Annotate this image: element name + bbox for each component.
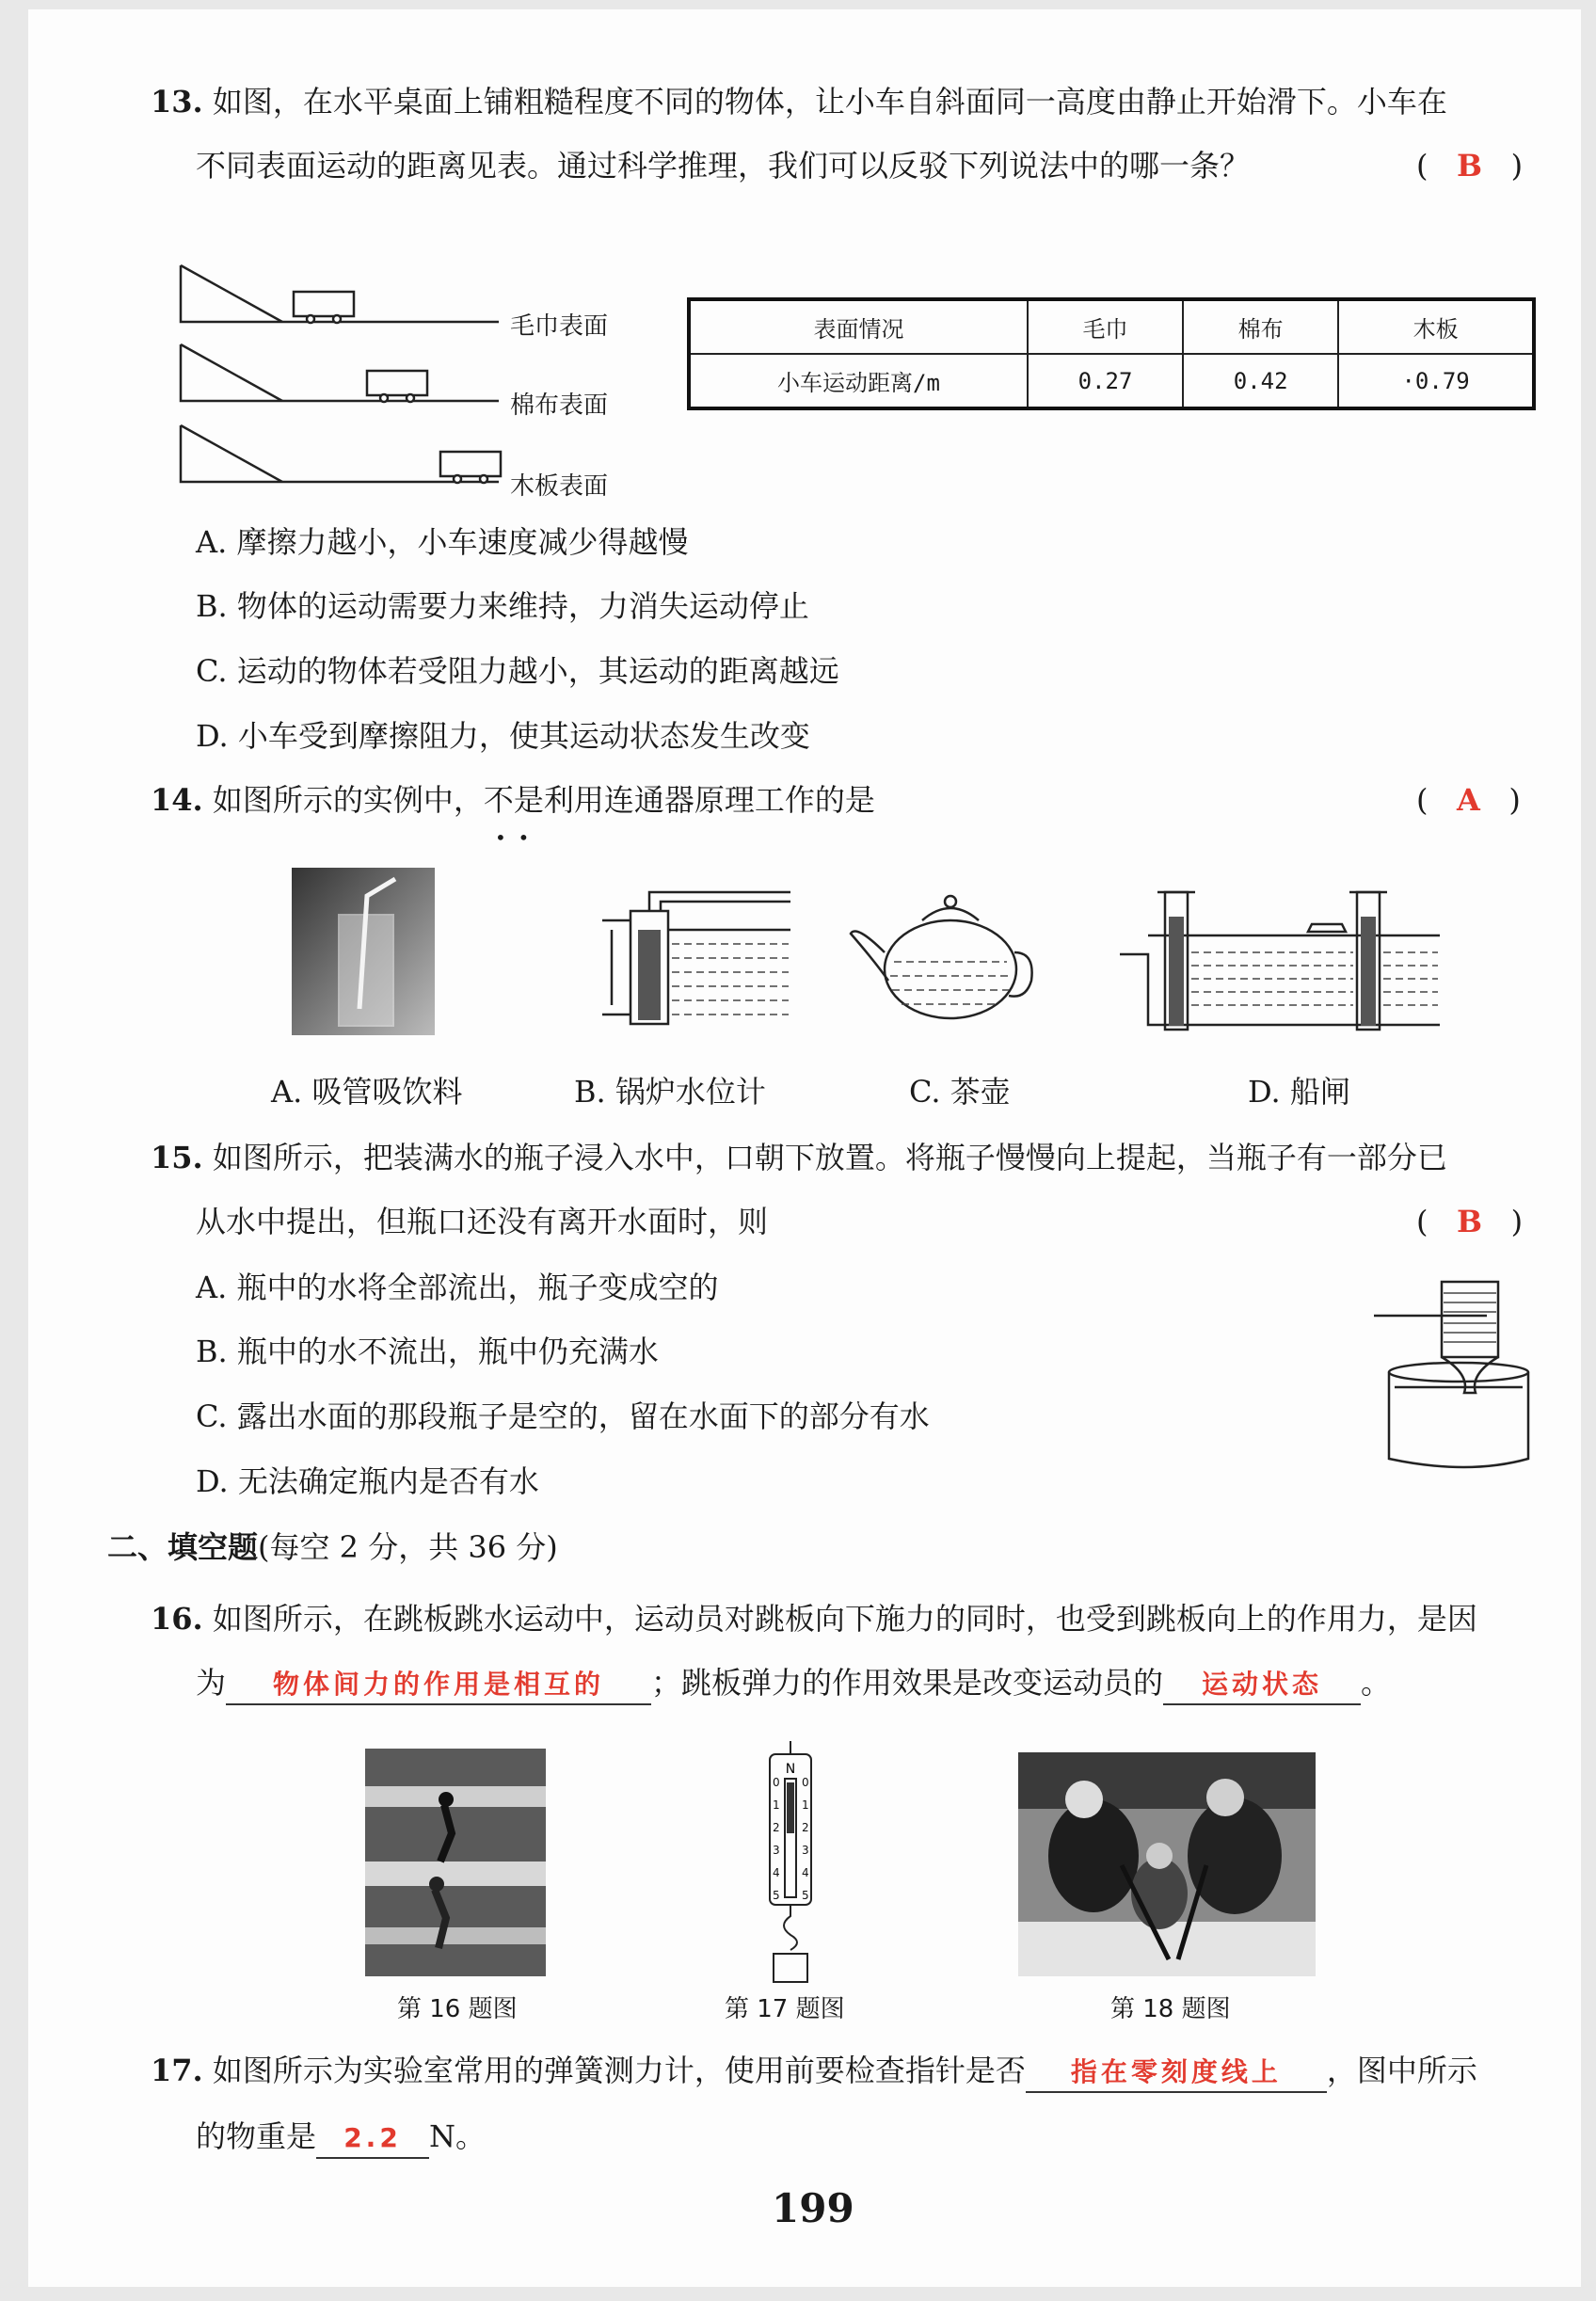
distance-table [687,297,1536,410]
table-cell: ·0.79 [1338,354,1534,408]
q14-line [151,781,875,819]
q15-line1 [151,1139,1447,1176]
q14-answer-bracket: ( A ) [1416,782,1521,818]
q13-number: 13. [151,84,203,120]
table-cell: 0.42 [1183,354,1338,408]
q16-blank-1[interactable]: 物体间力的作用是相互的 [226,1666,651,1705]
section2-heading [107,1528,558,1566]
scale-tick-right: 1 [802,1798,809,1812]
q15-option-b: B. 瓶中的水不流出，瓶中仍充满水 [196,1334,659,1369]
spring-scale-diagram [753,1741,828,1988]
q16-number: 16. [151,1601,203,1637]
page-number: 199 [772,2185,854,2231]
q17-unit: N。 [429,2118,487,2154]
q14-caption-a: A. 吸管吸饮料 [271,1074,463,1110]
q13-option-a: A. 摩擦力越小，小车速度减少得越慢 [196,524,689,560]
teapot-diagram [847,887,1035,1028]
q14-answer: A [1457,782,1480,818]
q13-option-b: B. 物体的运动需要力来维持，力消失运动停止 [196,588,809,624]
figure-17-caption: 第 17 题图 [725,1995,845,2023]
q16-mid: ；跳板弹力的作用效果是改变运动员的 [651,1665,1164,1701]
q13-text-1: 如图，在水平桌面上铺粗糙程度不同的物体，让小车自斜面同一高度由静止开始滑下。小车在 [212,84,1447,120]
section2-note: (每空 2 分，共 36 分) [258,1529,558,1565]
figure-16-caption: 第 16 题图 [397,1995,518,2023]
q14-caption-b: B. 锅炉水位计 [574,1074,766,1110]
emphasis-dots: • • [495,826,530,849]
table-header-row [689,299,1534,354]
scale-tick-left: 5 [773,1889,780,1902]
q16-text-1: 如图所示，在跳板跳水运动中，运动员对跳板向下施力的同时，也受到跳板向上的作用力，是因 [212,1601,1477,1637]
diving-photo [365,1749,546,1976]
q16-post: 。 [1361,1665,1392,1701]
bottle-in-water-diagram [1374,1270,1553,1478]
q13-option-d: D. 小车受到摩擦阻力，使其运动状态发生改变 [196,718,810,754]
straw-glass-photo [292,868,435,1035]
surface-towel: 毛巾表面 [510,312,609,341]
q17-mid: ，图中所示 [1326,2053,1477,2088]
q13-line1 [151,83,1447,120]
scale-tick-right: 3 [802,1844,809,1857]
q16-line2 [196,1664,1391,1705]
table-cell: 毛巾 [1028,299,1183,354]
table-cell: 棉布 [1183,299,1338,354]
q14-caption-c: C. 茶壶 [909,1074,1011,1110]
q17-pre2: 的物重是 [196,2118,317,2154]
table-row [689,354,1534,408]
scale-unit-label: N [785,1762,796,1777]
q16-pre: 为 [196,1665,227,1701]
table-cell: 0.27 [1028,354,1183,408]
section2-title: 二、填空题 [107,1529,259,1565]
boiler-gauge-diagram [593,873,790,1031]
q15-option-a: A. 瓶中的水将全部流出，瓶子变成空的 [196,1270,719,1305]
table-cell: 小车运动距离/m [689,354,1028,408]
q14-caption-d: D. 船闸 [1248,1074,1350,1110]
q17-pre: 如图所示为实验室常用的弹簧测力计，使用前要检查指针是否 [212,2053,1026,2088]
q17-line2 [196,2117,486,2159]
q15-option-d: D. 无法确定瓶内是否有水 [196,1463,539,1499]
figure-18-caption: 第 18 题图 [1110,1995,1231,2023]
q17-blank-2[interactable]: 2.2 [316,2119,429,2159]
q15-text-1: 如图所示，把装满水的瓶子浸入水中，口朝下放置。将瓶子慢慢向上提起，当瓶子有一部分已 [212,1140,1447,1175]
q14-number: 14. [151,782,203,818]
q13-option-c: C. 运动的物体若受阻力越小，其运动的距离越远 [196,653,839,689]
page [28,9,1581,2287]
q17-line1 [151,2052,1477,2093]
q13-line2: 不同表面运动的距离见表。通过科学推理，我们可以反驳下列说法中的哪一条？ [196,148,1251,184]
scale-tick-left: 2 [773,1821,780,1834]
surface-wood: 木板表面 [510,472,609,501]
q16-line1 [151,1600,1477,1638]
table-cell: 木板 [1338,299,1534,354]
scale-tick-left: 4 [773,1866,780,1879]
q17-number: 17. [151,2053,203,2088]
q15-option-c: C. 露出水面的那段瓶子是空的，留在水面下的部分有水 [196,1398,930,1434]
q16-blank-2[interactable]: 运动状态 [1163,1666,1361,1705]
scale-tick-right: 2 [802,1821,809,1834]
scale-tick-left: 3 [773,1844,780,1857]
scale-tick-right: 5 [802,1889,809,1902]
surface-cotton: 棉布表面 [510,391,609,420]
q15-answer-bracket: ( B ) [1416,1204,1524,1239]
q13-answer-bracket: ( B ) [1416,148,1524,184]
scale-tick-right: 0 [802,1776,809,1789]
scale-tick-left: 1 [773,1798,780,1812]
scale-tick-right: 4 [802,1866,809,1879]
q13-answer: B [1457,148,1483,184]
q15-line2: 从水中提出，但瓶口还没有离开水面时，则 [196,1204,769,1239]
q15-number: 15. [151,1140,203,1175]
q15-answer: B [1457,1204,1483,1239]
ship-lock-diagram [1120,879,1440,1039]
curling-photo [1018,1752,1316,1976]
q17-blank-1[interactable]: 指在零刻度线上 [1026,2053,1327,2093]
scale-tick-left: 0 [773,1776,780,1789]
table-cell: 表面情况 [689,299,1028,354]
q14-text: 如图所示的实例中，不是利用连通器原理工作的是 [212,782,875,818]
